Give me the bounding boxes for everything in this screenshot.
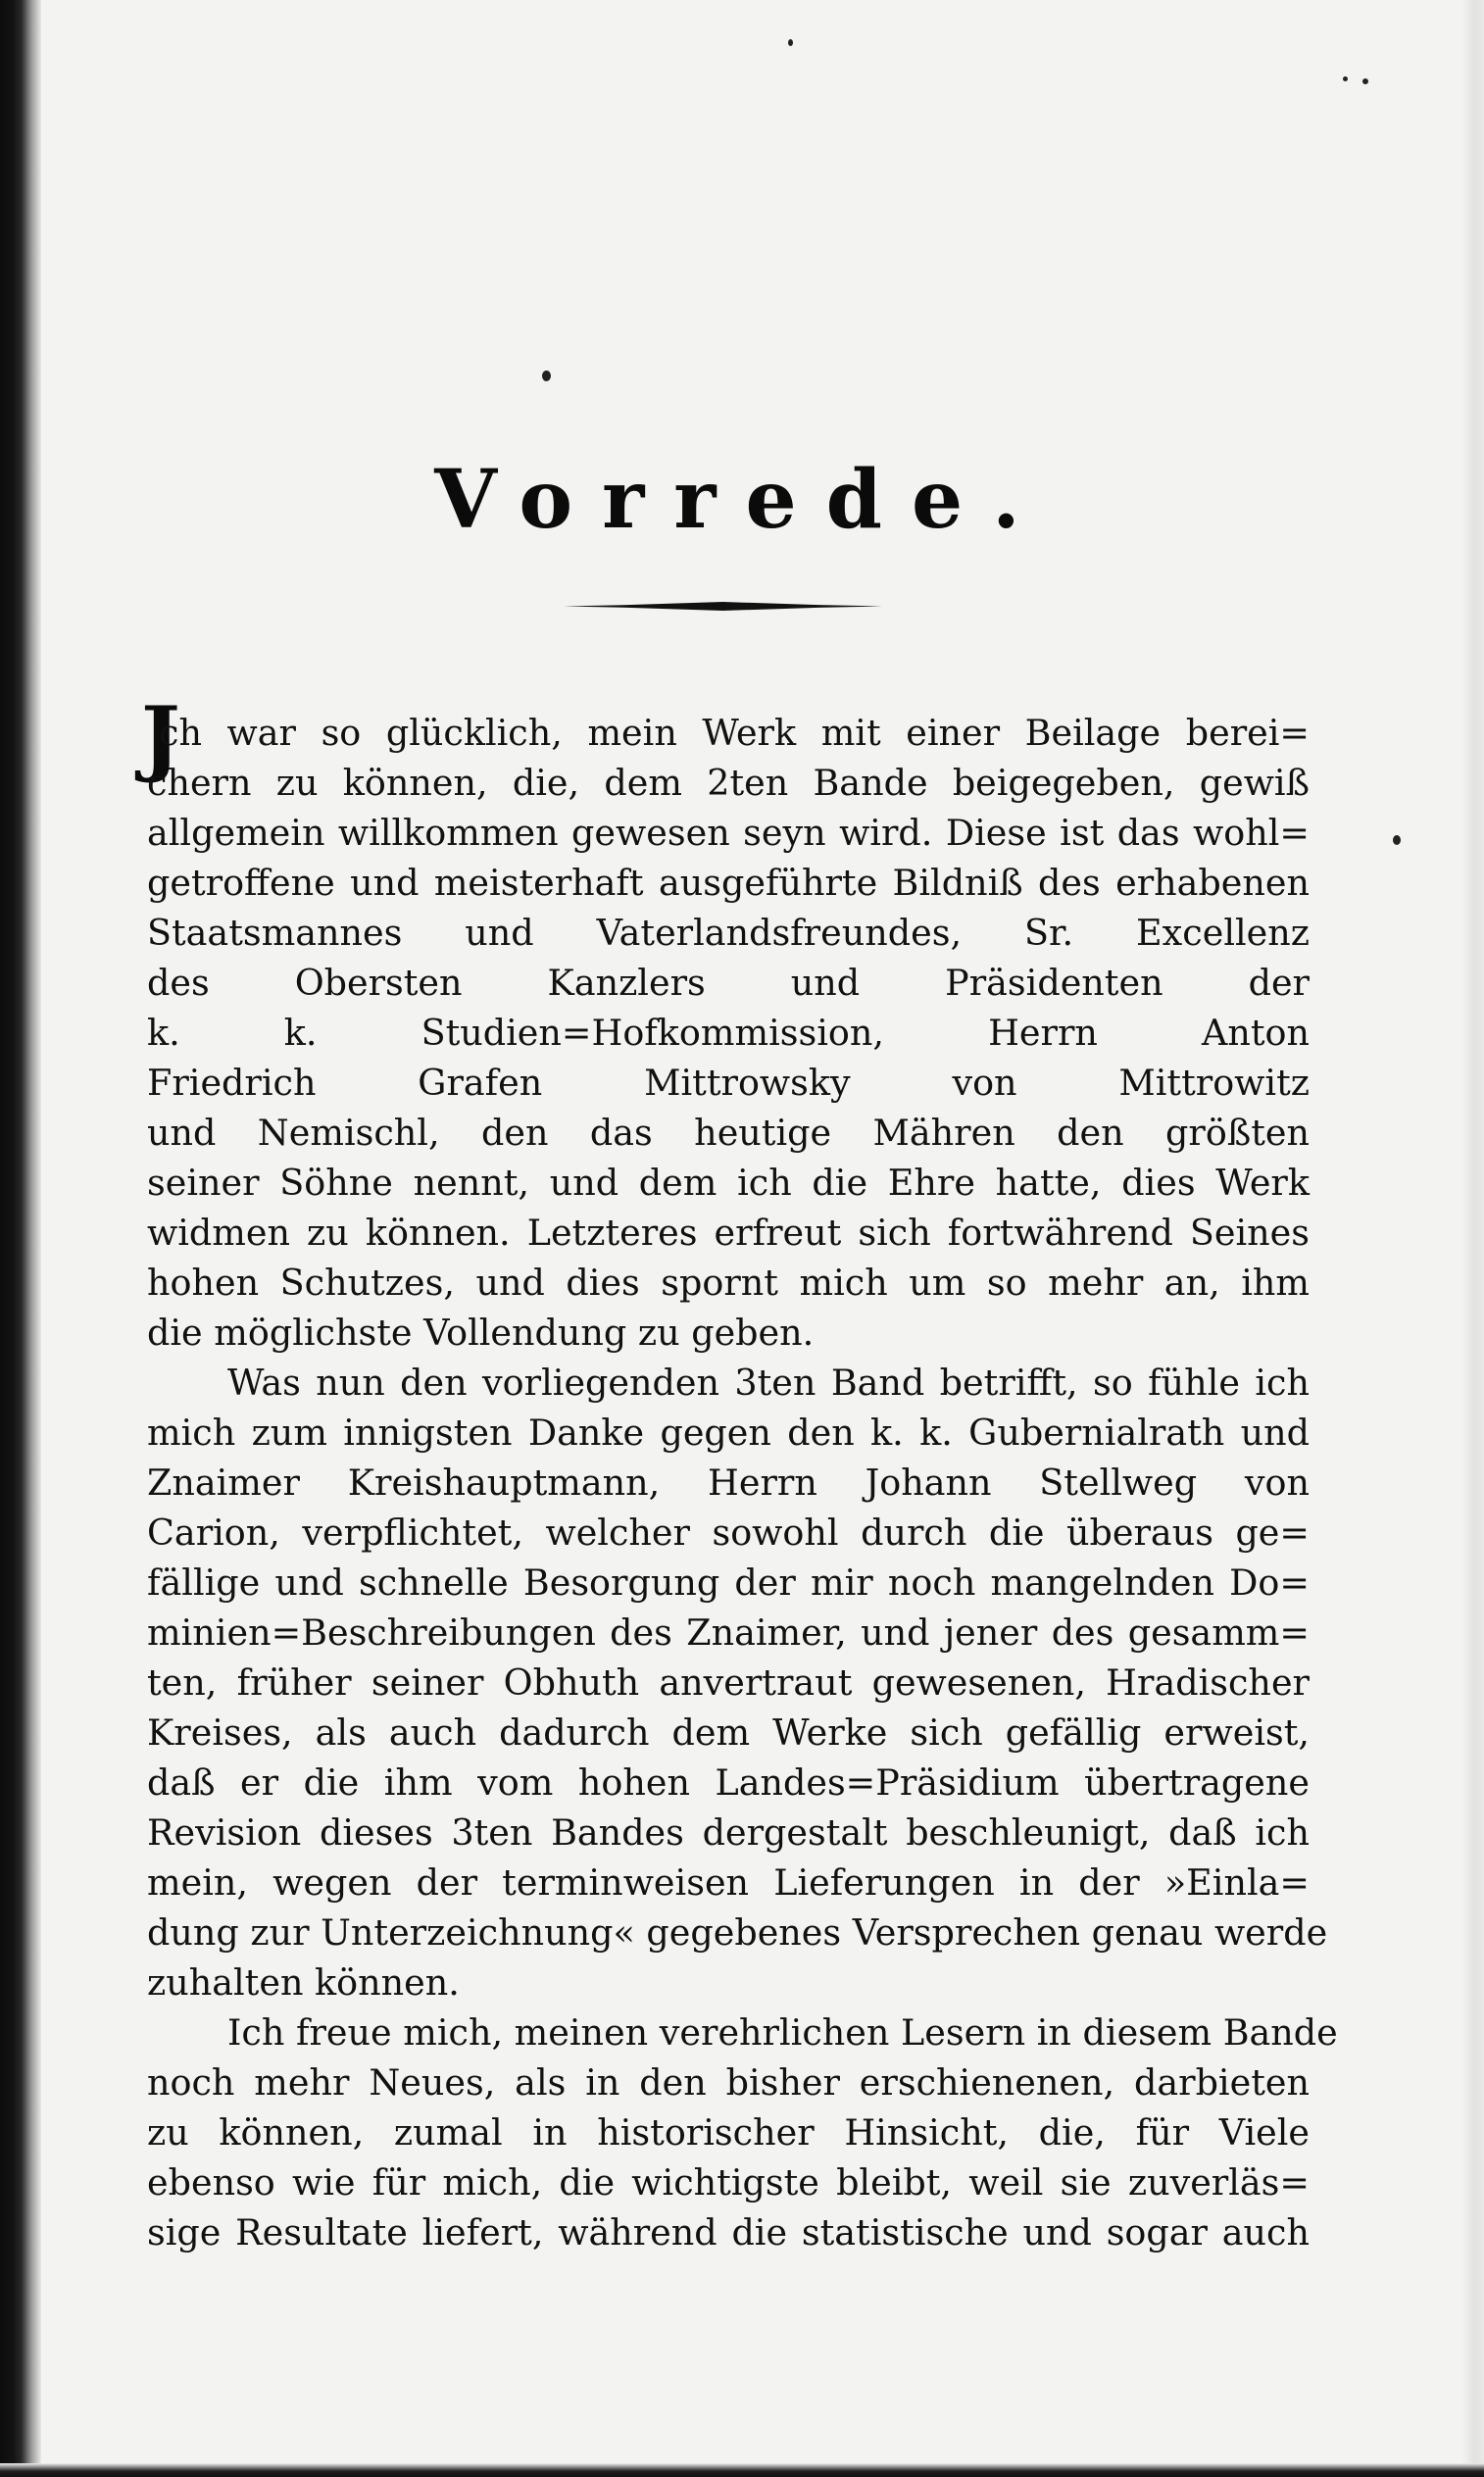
text-line: Ich freue mich, meinen verehrlichen Lesern in diesem Bande xyxy=(227,2011,1338,2054)
text-line: Was nun den vorliegenden 3ten Band betrifft, so fühle ich xyxy=(227,1362,1310,1404)
page-title: Vorrede. xyxy=(434,453,1050,547)
ink-speck xyxy=(542,371,551,381)
text-line: k. k. Studien=Hofkommission, Herrn Anton xyxy=(147,1012,1310,1054)
text-line: zu können, zumal in historischer Hinsicht, die, für Viele xyxy=(147,2111,1310,2154)
ink-speck xyxy=(788,39,793,46)
text-line: ten, früher seiner Obhuth anvertraut gewesenen, Hradischer xyxy=(147,1661,1310,1704)
text-line: chern zu können, die, dem 2ten Bande beigegeben, gewiß xyxy=(147,762,1310,804)
text-line: allgemein willkommen gewesen seyn wird. Diese ist das wohl= xyxy=(147,812,1310,854)
text-line: Carion, verpflichtet, welcher sowohl durch die überaus ge= xyxy=(147,1511,1310,1554)
text-line: dung zur Unterzeichnung« gegebenes Versprechen genau werde xyxy=(147,1911,1328,1954)
text-line: des Obersten Kanzlers und Präsidenten der xyxy=(147,962,1310,1004)
page-right-edge xyxy=(1462,0,1484,2477)
drop-cap: J xyxy=(141,688,180,785)
page-binding-shadow xyxy=(0,0,41,2477)
text-line: minien=Beschreibungen des Znaimer, und jener des gesamm= xyxy=(147,1611,1310,1654)
page-bottom-edge xyxy=(0,2463,1484,2477)
ink-speck xyxy=(1393,835,1401,845)
ink-speck xyxy=(1362,78,1368,84)
text-line: hohen Schutzes, und dies spornt mich um so mehr an, ihm xyxy=(147,1262,1310,1304)
text-line: noch mehr Neues, als in den bisher erschienenen, darbieten xyxy=(147,2061,1310,2104)
text-line: widmen zu können. Letzteres erfreut sich fortwährend Seines xyxy=(147,1212,1310,1254)
text-line: sige Resultate liefert, während die statistische und sogar auch xyxy=(147,2211,1310,2254)
title-rule xyxy=(564,602,882,611)
text-line: seiner Söhne nennt, und dem ich die Ehre hatte, dies Werk xyxy=(147,1162,1310,1204)
text-line: getroffene und meisterhaft ausgeführte Bildniß des erhabenen xyxy=(147,862,1310,904)
text-line: Znaimer Kreishauptmann, Herrn Johann Stellweg von xyxy=(147,1461,1310,1504)
text-line: Kreises, als auch dadurch dem Werke sich gefällig erweist, xyxy=(147,1711,1310,1754)
text-line: die möglichste Vollendung zu geben. xyxy=(147,1312,815,1354)
body-text xyxy=(147,708,1338,2257)
text-line: ebenso wie für mich, die wichtigste bleibt, weil sie zuverläs= xyxy=(147,2161,1310,2204)
text-line: ch war so glücklich, mein Werk mit einer Beilage berei= xyxy=(159,712,1310,754)
text-line: mich zum innigsten Danke gegen den k. k. Gubernialrath und xyxy=(147,1412,1310,1454)
text-line: Revision dieses 3ten Bandes dergestalt beschleunigt, daß ich xyxy=(147,1811,1310,1854)
text-line: Staatsmannes und Vaterlandsfreundes, Sr. Excellenz xyxy=(147,912,1310,954)
ink-speck xyxy=(1343,76,1348,81)
text-line: mein, wegen der terminweisen Lieferungen in der »Einla= xyxy=(147,1861,1310,1904)
text-line: zuhalten können. xyxy=(147,1961,460,2004)
text-line: und Nemischl, den das heutige Mähren den größten xyxy=(147,1112,1310,1154)
text-line: Friedrich Grafen Mittrowsky von Mittrowitz xyxy=(147,1062,1310,1104)
text-line: fällige und schnelle Besorgung der mir noch mangelnden Do= xyxy=(147,1561,1310,1604)
text-line: daß er die ihm vom hohen Landes=Präsidium übertragene xyxy=(147,1761,1310,1804)
